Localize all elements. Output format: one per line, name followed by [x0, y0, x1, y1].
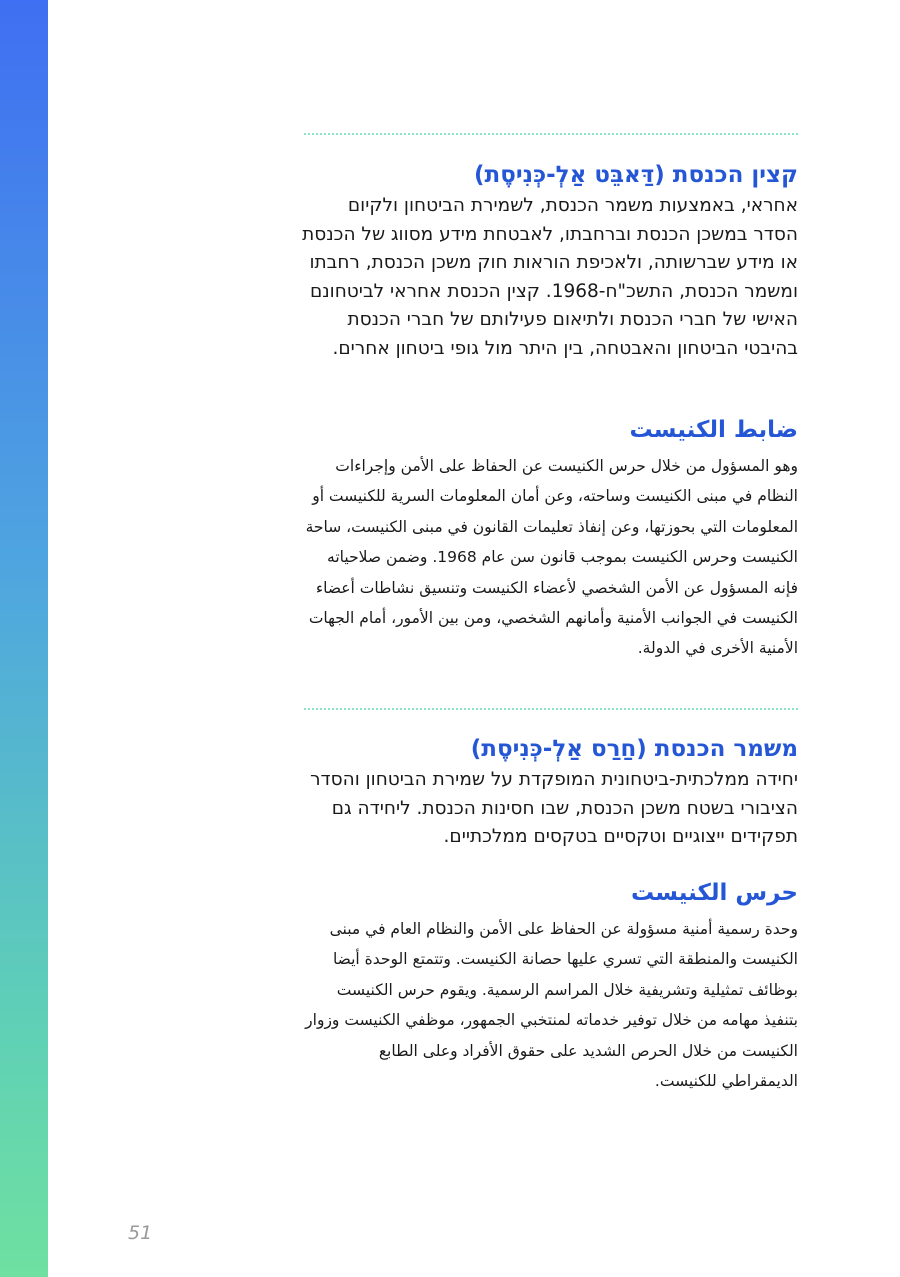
- section-body: وهو المسؤول من خلال حرس الكنيست عن الحفاظ على الأمن وإجراءات النظام في مبنى الكنيست وساحته، وعن أمان المعلومات السرية للكنيست أو المعلومات التي بحوزتها، وعن إنفاذ تعليمات القانون في مبنى الكنيست، ساحة الكنيست وحرس الكنيست بموجب قانون سن عام 1968. وضمن صلاحياته فإنه المسؤول عن الأمن الشخصي لأعضاء الكنيست وتنسيق نشاطات أعضاء الكنيست في الجوانب الأمنية وأمانهم الشخصي، ومن بين الأمور، أمام الجهات الأمنية الأخرى في الدولة.: [305, 457, 798, 658]
- section-knesset-guard-hebrew: [300, 734, 798, 852]
- section-heading: קצין הכנסת (דַּאבֵּט אַלְ-כְּנִיסֶת): [474, 162, 798, 188]
- section-heading: ضابط الكنيست: [629, 417, 798, 443]
- section-body: יחידה ממלכתית-ביטחונית המופקדת על שמירת הביטחון והסדר הציבורי בשטח משכן הכנסת, שבו חסינות הכנסת. ליחידה גם תפקידים ייצוגיים וטקסיים בטקסים ממלכתיים.: [310, 769, 798, 848]
- section-body: وحدة رسمية أمنية مسؤولة عن الحفاظ على الأمن والنظام العام في مبنى الكنيست والمنطقة التي تسري عليها حصانة الكنيست. وتتمتع الوحدة أيضا بوظائف تمثيلية وتشريفية خلال المراسم الرسمية. ويقوم حرس الكنيست بتنفيذ مهامه من خلال توفير خدماته لمنتخبي الجمهور، موظفي الكنيست وزوار الكنيست من خلال الحرص الشديد على حقوق الأفراد وعلى الطابع الديمقراطي للكنيست.: [305, 920, 798, 1091]
- section-knesset-officer-hebrew: [300, 160, 798, 364]
- section-body: אחראי, באמצעות משמר הכנסת, לשמירת הביטחון ולקיום הסדר במשכן הכנסת וברחבתו, לאבטחת מידע מסווג של הכנסת או מידע שברשותה, ולאכיפת הוראות חוק משכן הכנסת, רחבתו ומשמר הכנסת, התשכ"ח-1968. קצין הכנסת אחראי לביטחונם האישי של חברי הכנסת ולתיאום פעילותם של חברי הכנסת בהיבטי הביטחון והאבטחה, בין היתר מול גופי ביטחון אחרים.: [302, 195, 798, 359]
- side-color-band: [0, 0, 48, 1277]
- section-knesset-guard-arabic: [300, 878, 798, 1096]
- section-heading: משמר הכנסת (חַרַס אַלְ-כְּנִיסֶת): [470, 736, 798, 762]
- section-divider: [304, 133, 798, 135]
- page-number: 51: [128, 1222, 153, 1244]
- section-heading: حرس الكنيست: [630, 880, 798, 906]
- section-knesset-officer-arabic: [300, 415, 798, 664]
- section-divider: [304, 708, 798, 710]
